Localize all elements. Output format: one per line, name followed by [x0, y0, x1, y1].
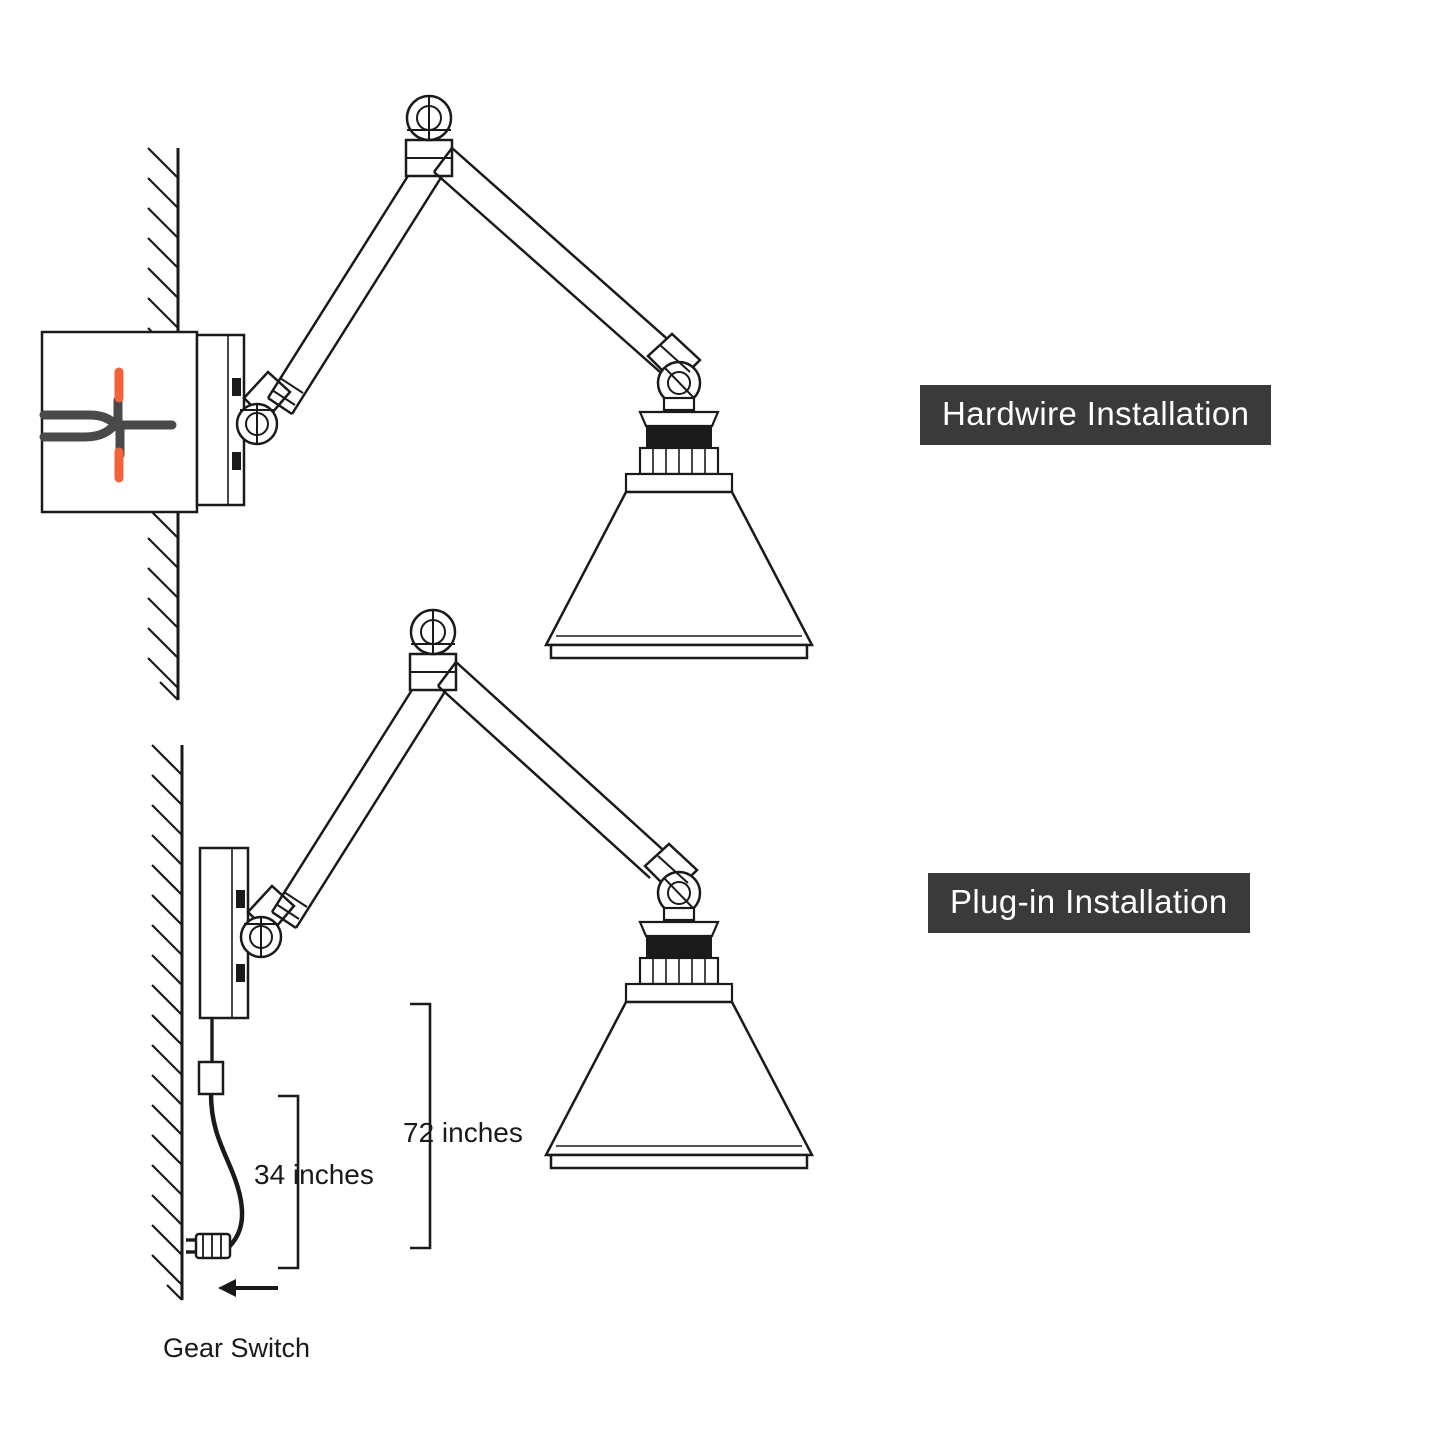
lamp-shade-top: [546, 492, 812, 658]
dimension-label-34-inches: 34 inches: [254, 1159, 374, 1190]
elbow-joint-apex-bottom: [410, 610, 456, 690]
upper-arm-top: [434, 148, 682, 372]
gear-switch-arrow: [218, 1279, 278, 1297]
wall-bottom: [152, 745, 182, 1300]
gear-switch-label: Gear Switch: [163, 1333, 311, 1363]
junction-box: [42, 332, 197, 512]
hardwire-installation-label: Hardwire Installation: [920, 385, 1271, 445]
plugin-installation-label: Plug-in Installation: [928, 873, 1250, 933]
lower-arm-bottom: [272, 674, 446, 928]
hardwire-diagram: [42, 96, 812, 700]
elbow-joint-apex-top: [406, 96, 452, 176]
lamp-socket-top: [626, 398, 732, 492]
lamp-socket-bottom: [626, 908, 732, 1002]
dimension-label-72-inches: 72 inches: [403, 1117, 523, 1148]
lower-arm-top: [268, 160, 442, 414]
power-plug: [186, 1234, 230, 1258]
upper-arm-bottom: [438, 662, 672, 878]
lamp-shade-bottom: [546, 1002, 812, 1168]
plugin-diagram: [152, 610, 812, 1300]
shade-joint-bottom: [645, 844, 700, 914]
power-cord: [199, 1018, 242, 1248]
